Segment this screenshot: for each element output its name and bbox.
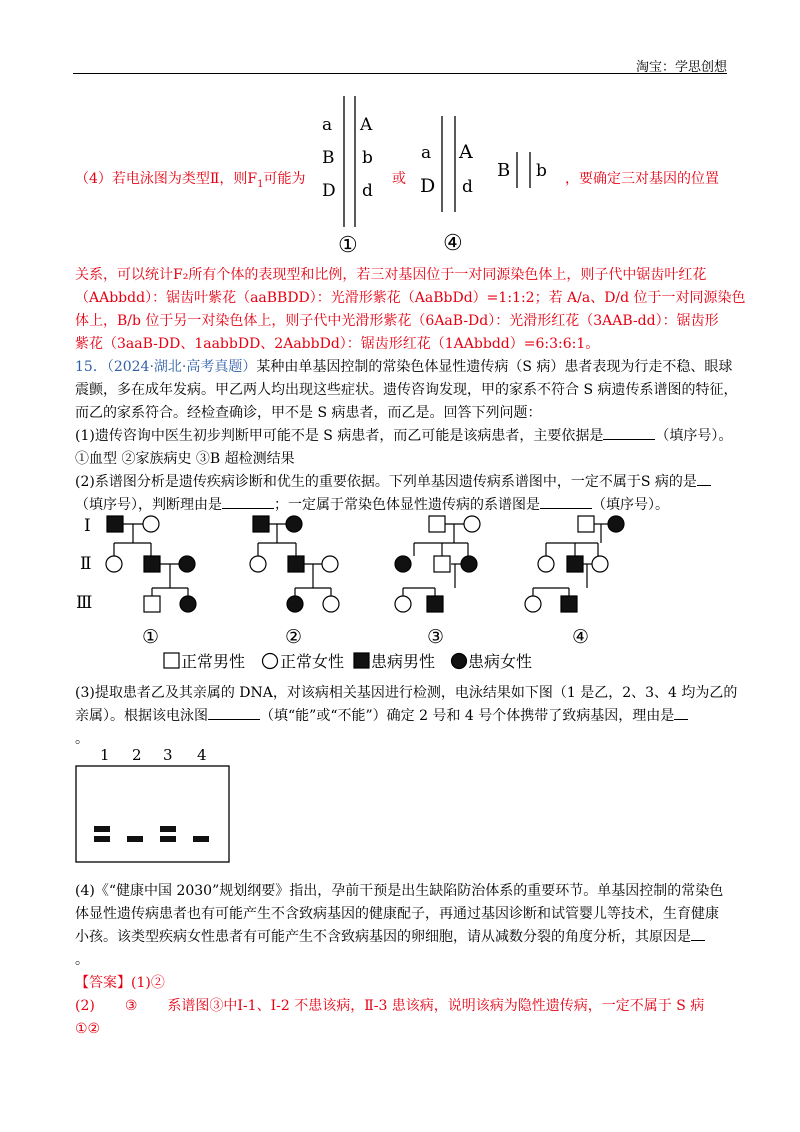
answer-blank[interactable] <box>603 425 655 440</box>
q15-part3: (3)提取患者乙及其亲属的 DNA，对该病相关基因进行检测，电泳结果如下图（1 是乙，2、3、4 均为乙的 <box>75 685 738 701</box>
affected-male <box>107 516 123 532</box>
affected-female <box>287 596 303 612</box>
gene-label: A <box>360 115 373 135</box>
normal-female <box>525 596 541 612</box>
chromosome-figure-4 <box>415 112 565 262</box>
q15-part3-cont: 亲属）。根据该电泳图 （填“能”或“不能”）确定 2 号和 4 号个体携带了致病基因，理由是 <box>75 705 688 727</box>
q15-part1-options: ①血型 ②家族病史 ③B 超检测结果 <box>75 451 295 467</box>
legend-normal-female-symbol <box>263 654 278 669</box>
q15-part4-end: 。 <box>75 952 89 968</box>
gene-label: b <box>536 161 547 181</box>
legend-affected-female-symbol <box>452 654 467 669</box>
gene-label: a <box>322 115 333 135</box>
figure-label-4: ④ <box>443 231 463 256</box>
affected-female <box>286 516 302 532</box>
normal-female <box>143 516 159 532</box>
q15-part2-cont: （填序号），判断理由是 ；一定属于常染色体显性遗传病的系谱图是 （填序号）。 <box>75 494 669 516</box>
affected-male <box>561 596 577 612</box>
normal-female <box>250 556 266 572</box>
normal-male <box>429 516 445 532</box>
answer-blank[interactable] <box>697 471 711 486</box>
answer-tag: 【答案】 <box>75 975 131 991</box>
q15-part4-line3: 小孩。该类型疾病女性患者有可能产生不含致病基因的卵细胞，请从减数分裂的角度分析，其原因是 <box>75 926 705 948</box>
gel-band <box>193 836 209 842</box>
q15-stem-line2: 震颤，多在成年发病。甲乙两人均出现这些症状。遗传咨询发现，甲的家系不符合 S 病遗传系谱图的特征， <box>75 382 738 398</box>
gene-label: B <box>322 148 335 168</box>
part4-cont-3: 体上，B/b 位于另一对染色体上，则子代中光滑形紫花（6AaB-Dd）：光滑形红花（3AAB-dd）：锯齿形 <box>75 313 719 329</box>
lane-label-3: 3 <box>163 746 173 764</box>
pedigree-label-4: ④ <box>572 626 590 648</box>
part4-line-start: （4）若电泳图为类型Ⅱ，则$F_1$可能为 <box>75 171 306 190</box>
gene-label: b <box>362 148 373 168</box>
gene-label: B <box>497 160 511 181</box>
part4-cont-4: 紫花（3aaB-DD、1aabbDD、2AabbDd）：锯齿形红花（1AAbbdd）=6:3:6:1。 <box>75 336 600 352</box>
electrophoresis-gel <box>74 742 234 867</box>
affected-male <box>253 516 269 532</box>
gene-label: D <box>322 181 336 201</box>
part4-line-end: ，要确定三对基因的位置 <box>565 171 719 187</box>
legend-affected-male-symbol <box>354 653 369 668</box>
affected-female <box>179 556 195 572</box>
affected-female <box>180 596 196 612</box>
legend-normal-female: 正常女性 <box>280 652 345 671</box>
gel-band <box>127 836 143 842</box>
generation-label-II: Ⅱ <box>80 554 92 574</box>
q15-part4-line2: 体显性遗传病患者也有可能产生不含致病基因的健康配子，再通过基因诊断和试管婴儿等技术，生育健康 <box>75 906 719 922</box>
header-rule <box>73 73 727 74</box>
generation-label-I: Ⅰ <box>84 516 91 536</box>
answer-part2-end: ①② <box>75 1021 101 1037</box>
q15-stem-line3: 而乙的家系符合。经检查确诊，甲不是 S 病患者，而乙是。回答下列问题： <box>75 405 542 421</box>
affected-male <box>427 596 443 612</box>
gene-label: A <box>459 141 473 163</box>
normal-male <box>434 556 450 572</box>
gel-frame <box>76 766 229 862</box>
figure-label-1: ① <box>338 233 358 258</box>
q15-part3-end: 。 <box>75 731 89 747</box>
legend-normal-male-symbol <box>164 653 179 668</box>
answer-part1: 【答案】(1)② <box>75 975 165 991</box>
q15-part4-line1: (4)《“健康中国 2030”规划纲要》指出，孕前干预是出生缺陷防治体系的重要环节。单基因控制的常染色 <box>75 883 724 899</box>
affected-female <box>395 556 411 572</box>
gene-label: a <box>421 143 432 163</box>
pedigree-label-1: ① <box>142 626 160 648</box>
normal-male <box>578 516 594 532</box>
affected-male <box>144 556 160 572</box>
answer-blank[interactable] <box>691 926 705 941</box>
pedigree-figure <box>70 505 690 680</box>
normal-female <box>395 596 411 612</box>
answer-part2: (2) ③ 系谱图③中Ⅰ-1、Ⅰ-2 不患该病，Ⅱ-3 患该病，说明该病为隐性遗传病，一定不属于 S 病 <box>75 998 705 1014</box>
affected-male <box>567 556 583 572</box>
affected-female <box>461 556 477 572</box>
normal-female <box>322 556 338 572</box>
lane-label-4: 4 <box>197 746 207 764</box>
normal-female <box>106 556 122 572</box>
legend-affected-female: 患病女性 <box>468 652 533 671</box>
normal-female <box>538 556 554 572</box>
part4-cont-2: （AAbbdd）：锯齿叶紫花（aaBBDD）：光滑形紫花（AaBbDd）=1:1:2；若 A/a、D/d 位于一对同源染色 <box>75 290 746 306</box>
legend-affected-male: 患病男性 <box>371 652 436 671</box>
pedigree-label-2: ② <box>285 626 303 648</box>
gel-band <box>160 826 176 832</box>
gel-band <box>94 826 110 832</box>
q15-part2: (2)系谱图分析是遗传疾病诊断和优生的重要依据。下列单基因遗传病系谱图中，一定不属于S 病的是 <box>75 471 711 493</box>
gel-band <box>160 836 176 842</box>
normal-female <box>464 516 480 532</box>
normal-female <box>592 556 608 572</box>
q15-part1: (1)遗传咨询中医生初步判断甲可能不是 S 病患者，而乙可能是该病患者，主要依据是 （填序号）。 <box>75 425 732 447</box>
answer-blank[interactable] <box>674 705 688 720</box>
pedigree-label-3: ③ <box>427 626 445 648</box>
normal-female <box>323 596 339 612</box>
q15-stem-line1: 15．（2024·湖北·高考真题）某种由单基因控制的常染色体显性遗传病（S 病）患者表现为行走不稳、眼球 <box>75 359 733 375</box>
part4-or: 或 <box>392 171 406 187</box>
legend-normal-male: 正常男性 <box>181 652 246 671</box>
gene-label: D <box>420 175 436 197</box>
affected-male <box>288 556 304 572</box>
gel-band <box>94 836 110 842</box>
generation-label-III: Ⅲ <box>76 593 93 613</box>
lane-label-1: 1 <box>100 746 110 764</box>
gene-label: d <box>462 177 473 197</box>
answer-blank[interactable] <box>208 705 260 720</box>
part4-cont-1: 关系，可以统计F₂所有个体的表现型和比例，若三对基因位于一对同源染色体上，则子代中锯齿叶红花 <box>75 267 707 283</box>
lane-label-2: 2 <box>132 746 142 764</box>
header-brand: 淘宝：学思创想 <box>635 60 727 75</box>
affected-female <box>608 516 624 532</box>
gene-label: d <box>362 181 373 201</box>
normal-male <box>144 596 160 612</box>
